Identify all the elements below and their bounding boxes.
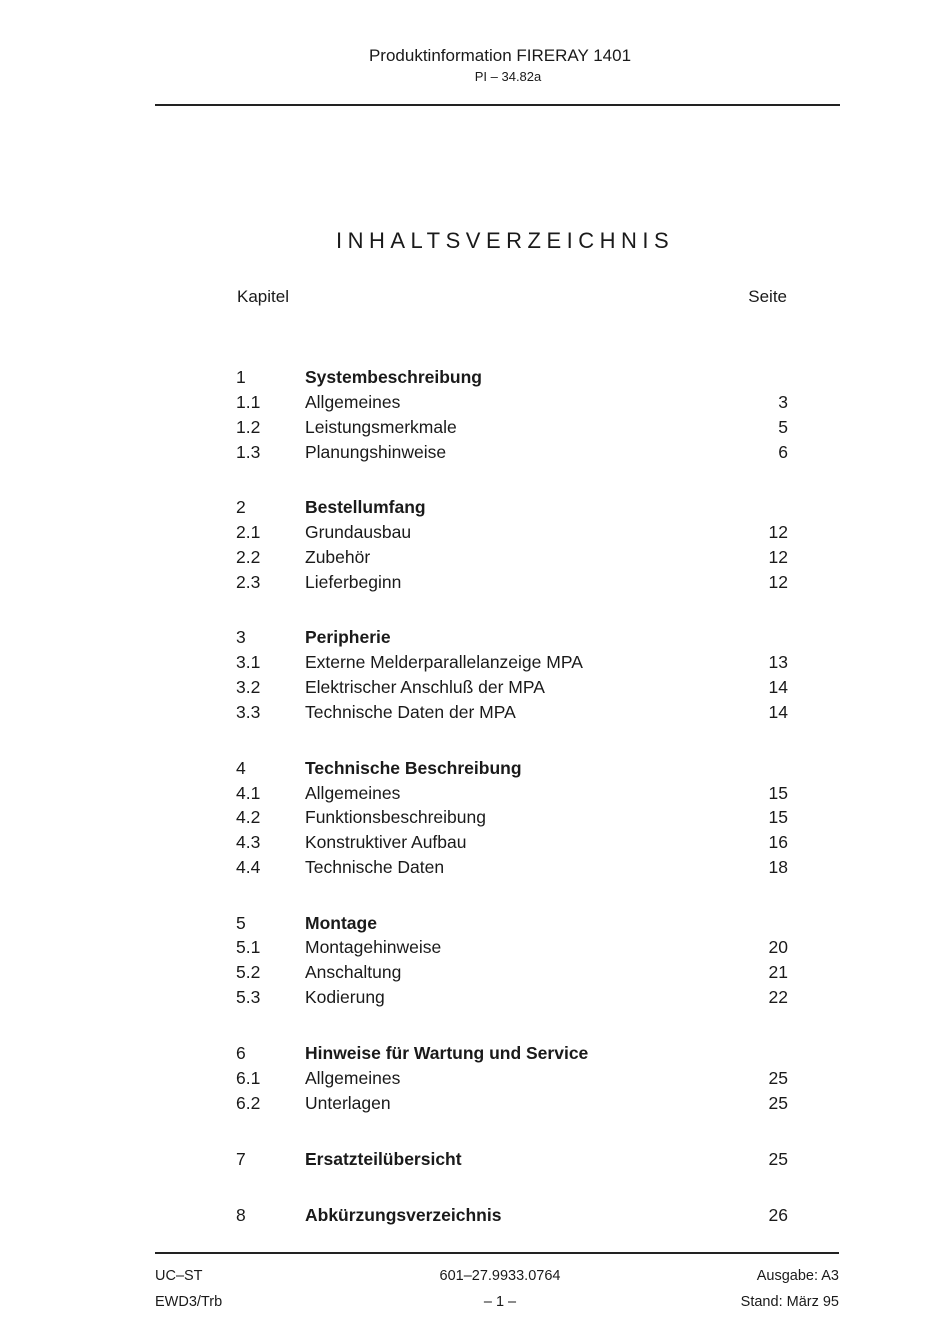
toc-entry-title: Konstruktiver Aufbau bbox=[305, 832, 467, 852]
toc-entry-number: 3.1 bbox=[236, 652, 261, 672]
header-rule bbox=[155, 104, 840, 106]
toc-heading: INHALTSVERZEICHNIS bbox=[336, 228, 675, 253]
toc-entry-page: 15 bbox=[768, 807, 788, 827]
toc-entry bbox=[236, 830, 788, 855]
toc-entry-title: Externe Melderparallelanzeige MPA bbox=[305, 652, 583, 672]
toc-entry-number: 4.4 bbox=[236, 857, 261, 877]
toc-entry bbox=[236, 855, 788, 880]
toc-entry bbox=[236, 365, 788, 390]
toc-entry-title: Technische Daten bbox=[305, 857, 445, 877]
toc-entry-title: Allgemeines bbox=[305, 1068, 401, 1088]
toc-entry-title: Abkürzungsverzeichnis bbox=[305, 1205, 502, 1225]
toc-entry-number: 2 bbox=[236, 497, 246, 517]
toc-entry-page: 6 bbox=[778, 442, 788, 462]
toc-entry-page: 3 bbox=[778, 392, 788, 412]
toc-entry-number: 1.2 bbox=[236, 417, 261, 437]
toc-entry bbox=[236, 1203, 788, 1228]
toc-entry-title: Elektrischer Anschluß der MPA bbox=[305, 677, 545, 697]
footer-author-code: EWD3/Trb bbox=[155, 1294, 223, 1310]
toc-entry-page: 12 bbox=[768, 572, 788, 592]
toc-entry-number: 6.1 bbox=[236, 1068, 261, 1088]
toc-entry bbox=[236, 1091, 788, 1116]
toc-entry-number: 4 bbox=[236, 758, 246, 778]
toc-entry-page: 16 bbox=[768, 832, 788, 852]
footer-rule bbox=[155, 1252, 839, 1254]
toc-entry-number: 3.2 bbox=[236, 677, 261, 697]
toc-entry-page: 14 bbox=[768, 677, 788, 697]
toc-entry-page: 12 bbox=[768, 547, 788, 567]
toc-entry bbox=[236, 415, 788, 440]
toc-entry-title: Funktionsbeschreibung bbox=[305, 807, 486, 827]
toc-entry-number: 4.1 bbox=[236, 783, 261, 803]
toc-entry-number: 3 bbox=[236, 627, 246, 647]
toc-entry-page: 21 bbox=[768, 962, 788, 982]
toc-entry bbox=[236, 756, 788, 781]
toc-entry-title: Kodierung bbox=[305, 987, 385, 1007]
toc-entry-number: 5.3 bbox=[236, 987, 261, 1007]
toc-entry-page: 14 bbox=[768, 702, 788, 722]
footer-department: UC–ST bbox=[155, 1268, 203, 1284]
toc-entry-title: Montagehinweise bbox=[305, 937, 442, 957]
toc-entry-title: Technische Beschreibung bbox=[305, 758, 522, 778]
toc-entry-title: Zubehör bbox=[305, 547, 371, 567]
toc-entry-title: Unterlagen bbox=[305, 1093, 391, 1113]
toc-entry-page: 13 bbox=[768, 652, 788, 672]
toc-entry-page: 18 bbox=[768, 857, 788, 877]
toc-entry-number: 7 bbox=[236, 1149, 246, 1169]
toc-entry bbox=[236, 650, 788, 675]
toc-entry bbox=[236, 805, 788, 830]
toc-entry-title: Allgemeines bbox=[305, 392, 401, 412]
toc-entry bbox=[236, 1066, 788, 1091]
toc-entry-title: Ersatzteilübersicht bbox=[305, 1149, 462, 1169]
toc-entry-title: Systembeschreibung bbox=[305, 367, 482, 387]
toc-entry-title: Lieferbeginn bbox=[305, 572, 402, 592]
toc-entry bbox=[236, 570, 788, 595]
toc-entry-title: Peripherie bbox=[305, 627, 391, 647]
toc-entry-title: Montage bbox=[305, 913, 377, 933]
toc-entry bbox=[236, 545, 788, 570]
toc-entry-title: Technische Daten der MPA bbox=[305, 702, 516, 722]
toc-entry bbox=[236, 625, 788, 650]
toc-entry-page: 25 bbox=[768, 1068, 788, 1088]
toc-entry-title: Leistungsmerkmale bbox=[305, 417, 457, 437]
toc-entry-page: 20 bbox=[768, 937, 788, 957]
toc-entry bbox=[236, 520, 788, 545]
toc-entry-number: 1.1 bbox=[236, 392, 261, 412]
toc-entry-number: 8 bbox=[236, 1205, 246, 1225]
toc-entry-title: Hinweise für Wartung und Service bbox=[305, 1043, 589, 1063]
document-title: Produktinformation FIRERAY 1401 bbox=[368, 46, 632, 65]
toc-entry bbox=[236, 440, 788, 465]
toc-entry-page: 25 bbox=[768, 1149, 788, 1169]
footer-edition: Ausgabe: A3 bbox=[756, 1268, 839, 1284]
footer-date: Stand: März 95 bbox=[740, 1294, 839, 1310]
toc-entry-title: Anschaltung bbox=[305, 962, 402, 982]
toc-entry bbox=[236, 700, 788, 725]
toc-entry-number: 2.3 bbox=[236, 572, 261, 592]
toc-entry-page: 12 bbox=[768, 522, 788, 542]
toc-entry bbox=[236, 1041, 788, 1066]
toc-entry bbox=[236, 390, 788, 415]
toc-entry-page: 26 bbox=[768, 1205, 788, 1225]
toc-entry-title: Bestellumfang bbox=[305, 497, 426, 517]
column-header-chapter: Kapitel bbox=[237, 287, 289, 306]
toc-entry bbox=[236, 1147, 788, 1172]
toc-entry-number: 3.3 bbox=[236, 702, 261, 722]
toc-entry-number: 4.2 bbox=[236, 807, 261, 827]
document-number: PI – 34.82a bbox=[474, 69, 542, 84]
toc-entry-number: 6.2 bbox=[236, 1093, 261, 1113]
footer-document-code: 601–27.9933.0764 bbox=[439, 1268, 561, 1284]
toc-entry-number: 4.3 bbox=[236, 832, 261, 852]
toc-entry-page: 5 bbox=[778, 417, 788, 437]
toc-entry-page: 22 bbox=[768, 987, 788, 1007]
footer-page-number: – 1 – bbox=[483, 1294, 517, 1310]
toc-entry-number: 5.1 bbox=[236, 937, 261, 957]
toc-entry bbox=[236, 675, 788, 700]
toc-entry-number: 1 bbox=[236, 367, 246, 387]
toc-entry-number: 5.2 bbox=[236, 962, 261, 982]
toc-entry bbox=[236, 911, 788, 936]
toc-entry-number: 2.2 bbox=[236, 547, 261, 567]
toc-entry-number: 5 bbox=[236, 913, 246, 933]
toc-entry-title: Allgemeines bbox=[305, 783, 401, 803]
toc-entry-number: 6 bbox=[236, 1043, 246, 1063]
toc-entry-page: 15 bbox=[768, 783, 788, 803]
toc-entry bbox=[236, 495, 788, 520]
toc-entry bbox=[236, 960, 788, 985]
toc-entry-number: 1.3 bbox=[236, 442, 261, 462]
toc-entry bbox=[236, 985, 788, 1010]
toc-entry bbox=[236, 935, 788, 960]
toc-entry-page: 25 bbox=[768, 1093, 788, 1113]
column-header-page: Seite bbox=[748, 287, 787, 306]
toc-entry-title: Grundausbau bbox=[305, 522, 412, 542]
toc-entry-number: 2.1 bbox=[236, 522, 261, 542]
toc-entry bbox=[236, 781, 788, 806]
toc-entry-title: Planungshinweise bbox=[305, 442, 447, 462]
